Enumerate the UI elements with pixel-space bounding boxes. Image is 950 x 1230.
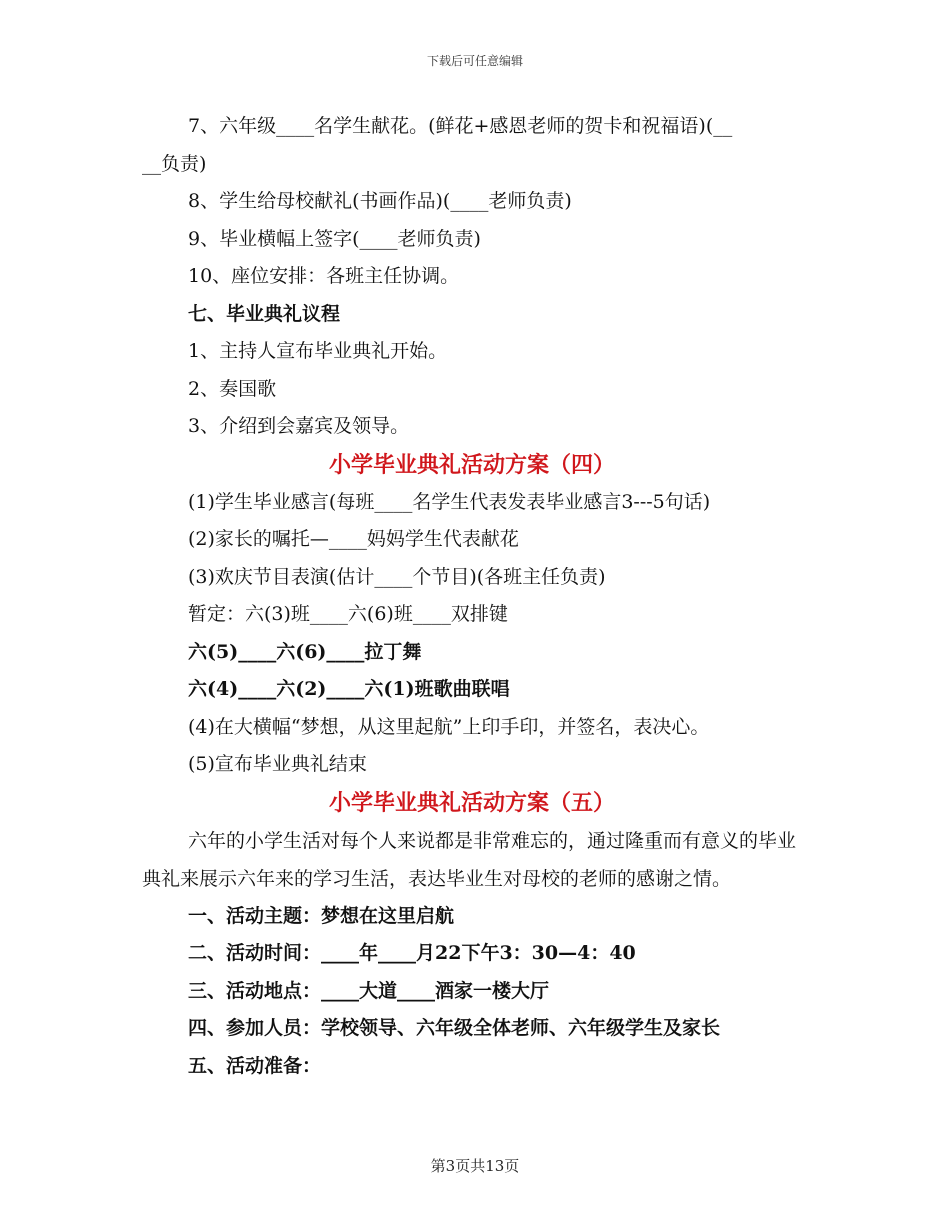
plan4-tentative: 暂定：六(3)班____六(6)班____双排键 [188,603,508,625]
plan4-dance: 六(5)____六(6)____拉丁舞 [188,640,422,663]
item-7-line2: __负责) [142,152,207,175]
document-body [142,108,802,1085]
item-10: 10、座位安排：各班主任协调。 [188,265,460,287]
plan5-theme: 一、活动主题：梦想在这里启航 [188,904,455,927]
plan5-intro: 六年的小学生活对每个人来说都是非常难忘的，通过隆重而有意义的毕业典礼来展示六年来的学习生活，表达毕业生对母校的老师的感谢之情。 [142,829,797,890]
agenda-item-1: 1、主持人宣布毕业典礼开始。 [188,340,448,362]
plan4-item-1: (1)学生毕业感言(每班____名学生代表发表毕业感言3---5句话) [188,490,711,513]
plan4-item-5: (5)宣布毕业典礼结束 [188,753,367,775]
plan4-item-2: (2)家长的嘱托—____妈妈学生代表献花 [188,528,519,550]
agenda-item-3: 3、介绍到会嘉宾及领导。 [188,415,410,437]
plan5-time: 二、活动时间：____年____月22下午3：30—4：40 [188,942,636,964]
plan5-location: 三、活动地点：____大道____酒家一楼大厅 [188,979,550,1002]
item-9: 9、毕业横幅上签字(____老师负责) [188,227,481,250]
section-title-5: 小学毕业典礼活动方案（五） [328,789,615,816]
plan4-item-3: (3)欢庆节目表演(估计____个节目)(各班主任负责) [188,565,606,588]
item-7-line1: 7、六年级____名学生献花。(鲜花+感恩老师的贺卡和祝福语)(__ [188,115,733,137]
plan4-item-4: (4)在大横幅“梦想，从这里起航”上印手印，并签名，表决心。 [188,715,710,738]
plan5-preparation: 五、活动准备： [188,1054,322,1077]
page-header: 下载后可任意编辑 [426,54,523,68]
section-title-4: 小学毕业典礼活动方案（四） [328,451,615,478]
item-8: 8、学生给母校献礼(书画作品)(____老师负责) [188,190,572,212]
agenda-item-2: 2、奏国歌 [188,377,277,400]
plan4-chorus: 六(4)____六(2)____六(1)班歌曲联唱 [188,678,510,700]
heading-agenda: 七、毕业典礼议程 [188,302,341,325]
page-footer: 第3页共13页 [430,1157,520,1175]
plan5-participants: 四、参加人员：学校领导、六年级全体老师、六年级学生及家长 [188,1017,721,1039]
